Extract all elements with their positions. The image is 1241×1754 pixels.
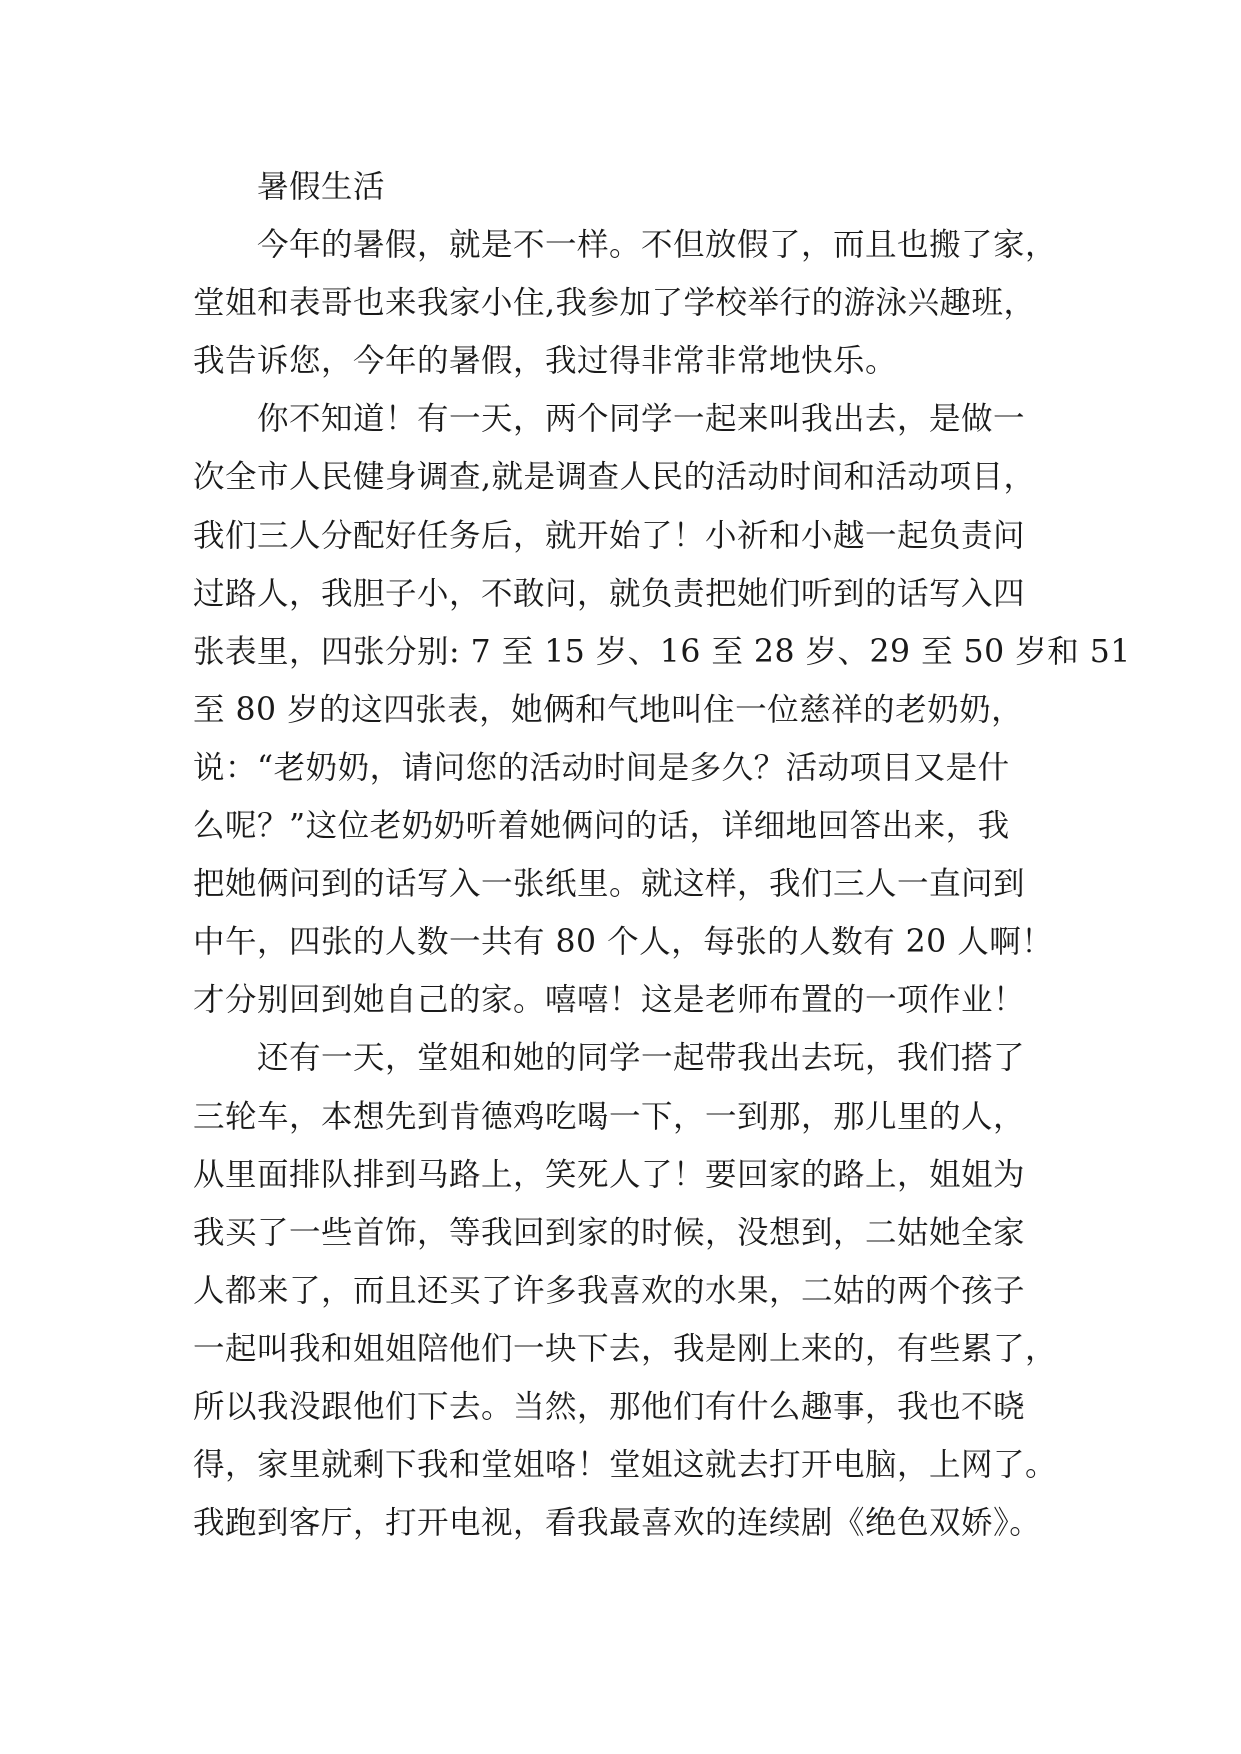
text-line: 得，家里就剩下我和堂姐咯！堂姐这就去打开电脑，上网了。 [193,1447,1058,1484]
text-line: 中午，四张的人数一共有 80 个人，每张的人数有 20 人啊！ [193,924,1054,961]
text-line: 你不知道！有一天，两个同学一起来叫我出去，是做一 [257,401,1026,438]
text-line: 次全市人民健身调查,就是调查人民的活动时间和活动项目， [193,459,1036,496]
text-line: 所以我没跟他们下去。当然，那他们有什么趣事，我也不晓 [193,1388,1026,1425]
document-body [193,158,1131,1552]
text-line: 今年的暑假，就是不一样。不但放假了，而且也搬了家， [257,227,1058,264]
text-line: 人都来了，而且还买了许多我喜欢的水果，二姑的两个孩子 [193,1272,1026,1309]
text-line: 我告诉您，今年的暑假，我过得非常非常地快乐。 [193,343,898,380]
text-line: 我们三人分配好任务后，就开始了！小祈和小越一起负责问 [193,517,1026,554]
text-line: 说：“老奶奶，请问您的活动时间是多久？活动项目又是什 [193,749,1010,786]
text-line: 我买了一些首饰，等我回到家的时候，没想到，二姑她全家 [193,1214,1026,1251]
text-line: 我跑到客厅，打开电视，看我最喜欢的连续剧《绝色双娇》。 [193,1505,1042,1542]
text-line: 从里面排队排到马路上，笑死人了！要回家的路上，姐姐为 [193,1156,1026,1193]
text-line: 至 80 岁的这四张表，她俩和气地叫住一位慈祥的老奶奶， [193,691,1024,728]
text-line: 把她俩问到的话写入一张纸里。就这样，我们三人一直问到 [193,866,1026,903]
text-line: 三轮车，本想先到肯德鸡吃喝一下，一到那，那儿里的人， [193,1098,1026,1135]
text-line: 过路人，我胆子小，不敢问，就负责把她们听到的话写入四 [193,575,1026,612]
text-line: 才分别回到她自己的家。嘻嘻！这是老师布置的一项作业！ [193,982,1026,1019]
document-title: 暑假生活 [257,169,386,205]
text-line: 还有一天，堂姐和她的同学一起带我出去玩，我们搭了 [257,1040,1026,1077]
text-line: 张表里，四张分别: 7 至 15 岁、16 至 28 岁、29 至 50 岁和 51 [193,633,1131,670]
text-line: 堂姐和表哥也来我家小住,我参加了学校举行的游泳兴趣班， [193,285,1036,322]
text-line: 么呢？”这位老奶奶听着她俩问的话，详细地回答出来，我 [193,808,1010,845]
text-line: 一起叫我和姐姐陪他们一块下去，我是刚上来的，有些累了， [193,1330,1058,1367]
